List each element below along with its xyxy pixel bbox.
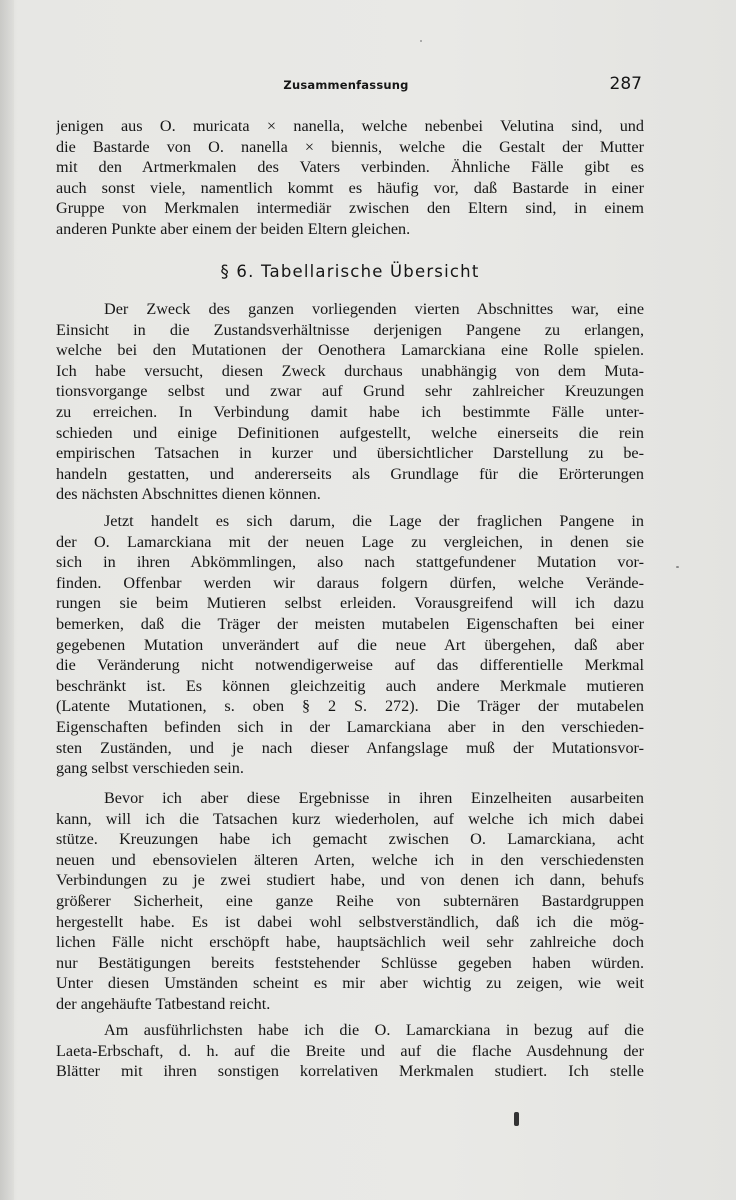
text-line: der O. Lamarckiana mit der neuen Lage zu vergleichen, in denen sie — [56, 532, 644, 551]
text-line: Verbindungen zu je zwei studiert habe, und von denen ich dann, behufs — [56, 871, 644, 890]
text-line: Gruppe von Merkmalen intermediär zwischen den Eltern sind, in einem — [56, 199, 644, 218]
text-line: auch sonst viele, namentlich kommt es häufig vor, daß Bastarde in einer — [56, 178, 644, 197]
text-line: handeln gestatten, und andererseits als Grundlage für die Erörterungen — [56, 464, 644, 483]
text-line: Blätter mit ihren sonstigen korrelativen Merkmalen studiert. Ich stelle — [56, 1062, 644, 1081]
text-line: finden. Offenbar werden wir daraus folgern dürfen, welche Verände- — [56, 573, 644, 592]
text-line: Jetzt handelt es sich darum, die Lage der fraglichen Pangene in — [104, 512, 644, 530]
text-line: Bevor ich aber diese Ergebnisse in ihren Einzelheiten ausarbeiten — [104, 789, 644, 807]
text-line: empirischen Tatsachen in kurzer und übersichtlicher Darstellung zu be- — [56, 444, 644, 463]
text-line: (Latente Mutationen, s. oben § 2 S. 272). Die Träger der mutabelen — [56, 697, 644, 716]
text-line: rungen sie beim Mutieren selbst erleiden. Vorausgreifend will ich dazu — [56, 594, 644, 613]
paragraph-1 — [56, 299, 644, 505]
paragraph-continuation — [56, 116, 644, 240]
text-line: kann, will ich die Tatsachen kurz wiederholen, auf welche ich mich dabei — [56, 809, 644, 828]
text-line: Laeta-Erbschaft, d. h. auf die Breite und auf die flache Ausdehnung der — [56, 1041, 644, 1060]
text-line: zu erreichen. In Verbindung damit habe ich bestimmte Fälle unter- — [56, 402, 644, 421]
text-line: lichen Fälle nicht erschöpft habe, hauptsächlich weil sehr zahlreiche doch — [56, 933, 644, 952]
paragraph-3 — [56, 788, 644, 1015]
scan-speck — [676, 566, 679, 568]
text-line: Der Zweck des ganzen vorliegenden vierten Abschnittes war, eine — [104, 300, 644, 318]
text-line: schieden und einige Definitionen aufgestellt, welche einerseits die rein — [56, 423, 644, 442]
text-line: jenigen aus O. muricata × nanella, welche nebenbei Velutina sind, und — [56, 117, 644, 135]
text-line: gang selbst verschieden sein. — [56, 759, 244, 778]
ink-blot — [514, 1112, 519, 1126]
scan-speck — [420, 40, 422, 42]
section-heading: § 6. Tabellarische Übersicht — [220, 262, 480, 281]
text-line: Eigenschaften befinden sich in der Lamarckiana aber in den verschieden- — [56, 717, 644, 736]
text-line: neuen und ebensovielen älteren Arten, welche ich in den verschiedensten — [56, 850, 644, 869]
text-line: beschränkt ist. Es können gleichzeitig auch andere Merkmale mutieren — [56, 676, 644, 695]
text-line: mit den Artmerkmalen des Vaters verbinden. Ähnliche Fälle gibt es — [56, 158, 644, 177]
text-line: bemerken, daß die Träger der meisten mutabelen Eigenschaften bei einer — [56, 614, 644, 633]
running-header-title: Zusammenfassung — [283, 78, 409, 92]
text-line: stütze. Kreuzungen habe ich gemacht zwischen O. Lamarckiana, acht — [56, 830, 644, 849]
running-header — [50, 72, 642, 98]
page-number: 287 — [609, 74, 642, 94]
text-line: welche bei den Mutationen der Oenothera Lamarckiana eine Rolle spielen. — [56, 341, 644, 360]
text-line: größerer Sicherheit, eine ganze Reihe von subternären Bastardgruppen — [56, 891, 644, 910]
text-line: Unter diesen Umständen scheint es mir aber wichtig zu zeigen, wie weit — [56, 974, 644, 993]
text-line: die Veränderung nicht notwendigerweise auf das differentielle Merkmal — [56, 656, 644, 675]
text-line: hergestellt habe. Es ist dabei wohl selbstverständlich, daß ich die mög- — [56, 912, 644, 931]
paragraph-2 — [56, 511, 644, 779]
text-line: Einsicht in die Zustandsverhältnisse derjenigen Pangene zu erlangen, — [56, 320, 644, 339]
text-line: Am ausführlichsten habe ich die O. Lamarckiana in bezug auf die — [104, 1021, 644, 1039]
text-line: nur Bestätigungen bereits feststehender Schlüsse gegeben haben würden. — [56, 953, 644, 972]
text-line: tionsvorgange selbst und zwar auf Grund sehr zahlreicher Kreuzungen — [56, 382, 644, 401]
text-line: sten Zuständen, und je nach dieser Anfangslage muß der Mutationsvor- — [56, 738, 644, 757]
text-line: anderen Punkte aber einem der beiden Eltern gleichen. — [56, 219, 411, 238]
text-line: der angehäufte Tatbestand reicht. — [56, 994, 271, 1013]
paragraph-4 — [56, 1020, 644, 1082]
page-gutter-shadow — [0, 0, 14, 1200]
text-line: gegebenen Mutation unverändert auf die neue Art übergehen, daß aber — [56, 635, 644, 654]
text-line: des nächsten Abschnittes dienen können. — [56, 485, 321, 504]
text-line: Ich habe versucht, diesen Zweck durchaus unabhängig von dem Muta- — [56, 361, 644, 380]
text-line: die Bastarde von O. nanella × biennis, welche die Gestalt der Mutter — [56, 137, 644, 156]
text-line: sich in ihren Abkömmlingen, also nach stattgefundener Mutation vor- — [56, 553, 644, 572]
